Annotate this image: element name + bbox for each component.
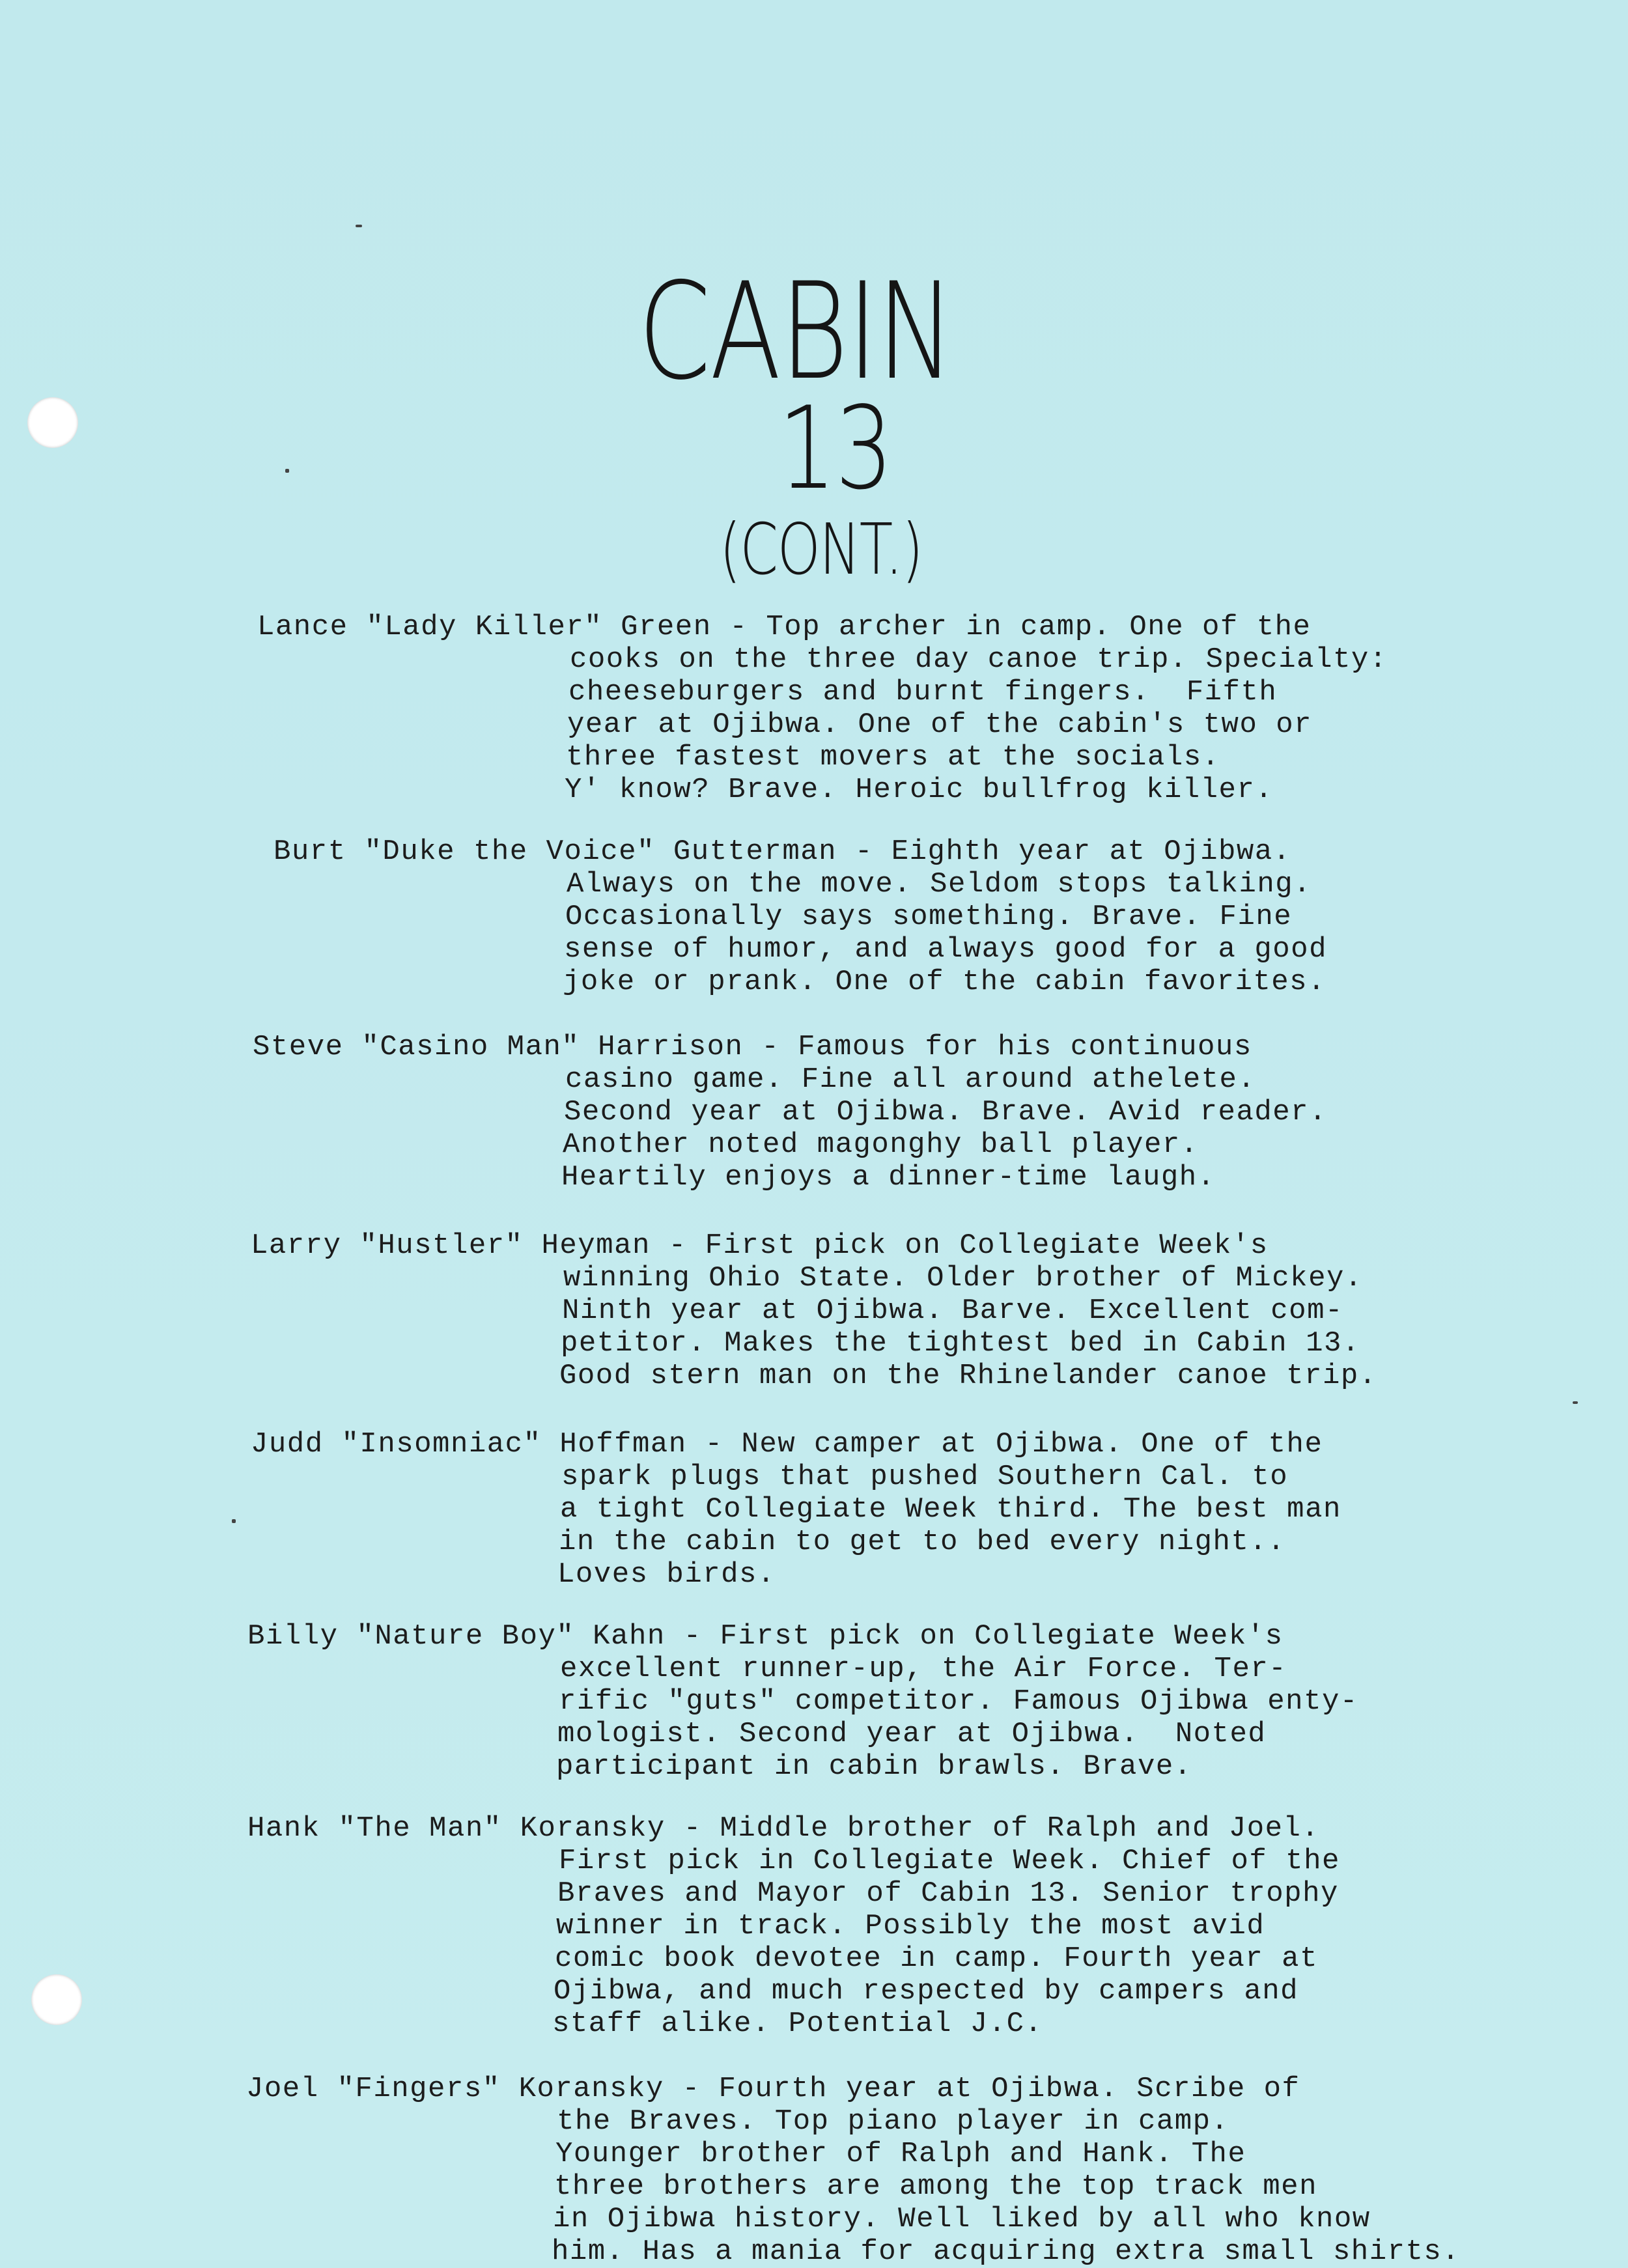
camper-description-line: Y' know? Brave. Heroic bullfrog killer. xyxy=(565,774,1274,806)
ink-speck xyxy=(356,225,362,227)
camper-description-line: cooks on the three day canoe trip. Specialty: xyxy=(570,643,1388,676)
camper-description-line: petitor. Makes the tightest bed in Cabin 13. xyxy=(561,1327,1360,1360)
camper-description-line: Second year at Ojibwa. Brave. Avid reader. xyxy=(564,1096,1327,1128)
camper-description-line: spark plugs that pushed Southern Cal. to xyxy=(561,1461,1289,1493)
camper-description-line: Always on the move. Seldom stops talking. xyxy=(567,868,1312,901)
heading-cabin: CABIN xyxy=(638,255,954,410)
camper-description-line: joke or prank. One of the cabin favorites. xyxy=(563,966,1326,998)
camper-description-line: staff alike. Potential J.C. xyxy=(552,2008,1043,2040)
camper-description-line: three fastest movers at the socials. xyxy=(566,741,1220,774)
camper-description-line: Occasionally says something. Brave. Fine xyxy=(565,901,1293,933)
ink-speck xyxy=(285,469,289,473)
camper-description-line: winner in track. Possibly the most avid xyxy=(556,1910,1265,1942)
camper-name-line: Steve "Casino Man" Harrison - Famous for his continuous xyxy=(253,1031,1252,1063)
binder-hole-top xyxy=(27,397,78,448)
camper-description-line: Another noted magonghy ball player. xyxy=(563,1128,1199,1161)
camper-description-line: Loves birds. xyxy=(557,1558,776,1591)
camper-description-line: participant in cabin brawls. Brave. xyxy=(556,1750,1192,1783)
camper-description-line: year at Ojibwa. One of the cabin's two or xyxy=(567,708,1313,741)
camper-description-line: winning Ohio State. Older brother of Mickey. xyxy=(563,1262,1363,1295)
camper-description-line: excellent runner-up, the Air Force. Ter- xyxy=(560,1653,1287,1685)
camper-description-line: Ninth year at Ojibwa. Barve. Excellent com- xyxy=(562,1295,1343,1327)
binder-hole-bottom xyxy=(31,1974,82,2025)
camper-name-line: Billy "Nature Boy" Kahn - First pick on Collegiate Week's xyxy=(247,1620,1284,1653)
camper-description-line: First pick in Collegiate Week. Chief of the xyxy=(559,1845,1340,1877)
camper-name-line: Lance "Lady Killer" Green - Top archer in camp. One of the xyxy=(257,611,1312,643)
camper-description-line: cheeseburgers and burnt fingers. Fifth xyxy=(568,676,1278,708)
ink-speck xyxy=(1573,1401,1578,1404)
camper-description-line: Heartily enjoys a dinner-time laugh. xyxy=(561,1161,1216,1194)
camper-description-line: a tight Collegiate Week third. The best man xyxy=(560,1493,1341,1526)
camper-description-line: Younger brother of Ralph and Hank. The xyxy=(555,2138,1246,2170)
camper-description-line: three brothers are among the top track men xyxy=(554,2170,1317,2203)
heading-number: 13 xyxy=(778,383,892,515)
camper-description-line: in Ojibwa history. Well liked by all who know xyxy=(553,2203,1371,2235)
camper-name-line: Larry "Hustler" Heyman - First pick on Collegiate Week's xyxy=(251,1229,1269,1262)
camper-description-line: comic book devotee in camp. Fourth year at xyxy=(555,1942,1318,1975)
camper-name-line: Burt "Duke the Voice" Gutterman - Eighth year at Ojibwa. xyxy=(274,835,1291,868)
camper-description-line: Good stern man on the Rhinelander canoe trip. xyxy=(559,1360,1377,1392)
camper-description-line: in the cabin to get to bed every night.. xyxy=(559,1526,1286,1558)
camper-description-line: Ojibwa, and much respected by campers and xyxy=(554,1975,1299,2008)
camper-description-line: him. Has a mania for acquiring extra small shirts. xyxy=(552,2235,1461,2268)
heading-continued: (CONT.) xyxy=(720,509,923,591)
camper-description-line: sense of humor, and always good for a good xyxy=(564,933,1327,966)
camper-description-line: Braves and Mayor of Cabin 13. Senior trophy xyxy=(557,1877,1339,1910)
camper-description-line: rific "guts" competitor. Famous Ojibwa enty- xyxy=(559,1685,1358,1718)
camper-description-line: the Braves. Top piano player in camp. xyxy=(557,2105,1229,2138)
camper-name-line: Judd "Insomniac" Hoffman - New camper at Ojibwa. One of the xyxy=(251,1428,1323,1461)
camper-name-line: Hank "The Man" Koransky - Middle brother of Ralph and Joel. xyxy=(247,1812,1320,1845)
camper-description-line: casino game. Fine all around athelete. xyxy=(565,1063,1256,1096)
camper-description-line: mologist. Second year at Ojibwa. Noted xyxy=(557,1718,1267,1750)
camper-name-line: Joel "Fingers" Koransky - Fourth year at Ojibwa. Scribe of xyxy=(246,2073,1300,2105)
ink-speck xyxy=(232,1519,236,1523)
